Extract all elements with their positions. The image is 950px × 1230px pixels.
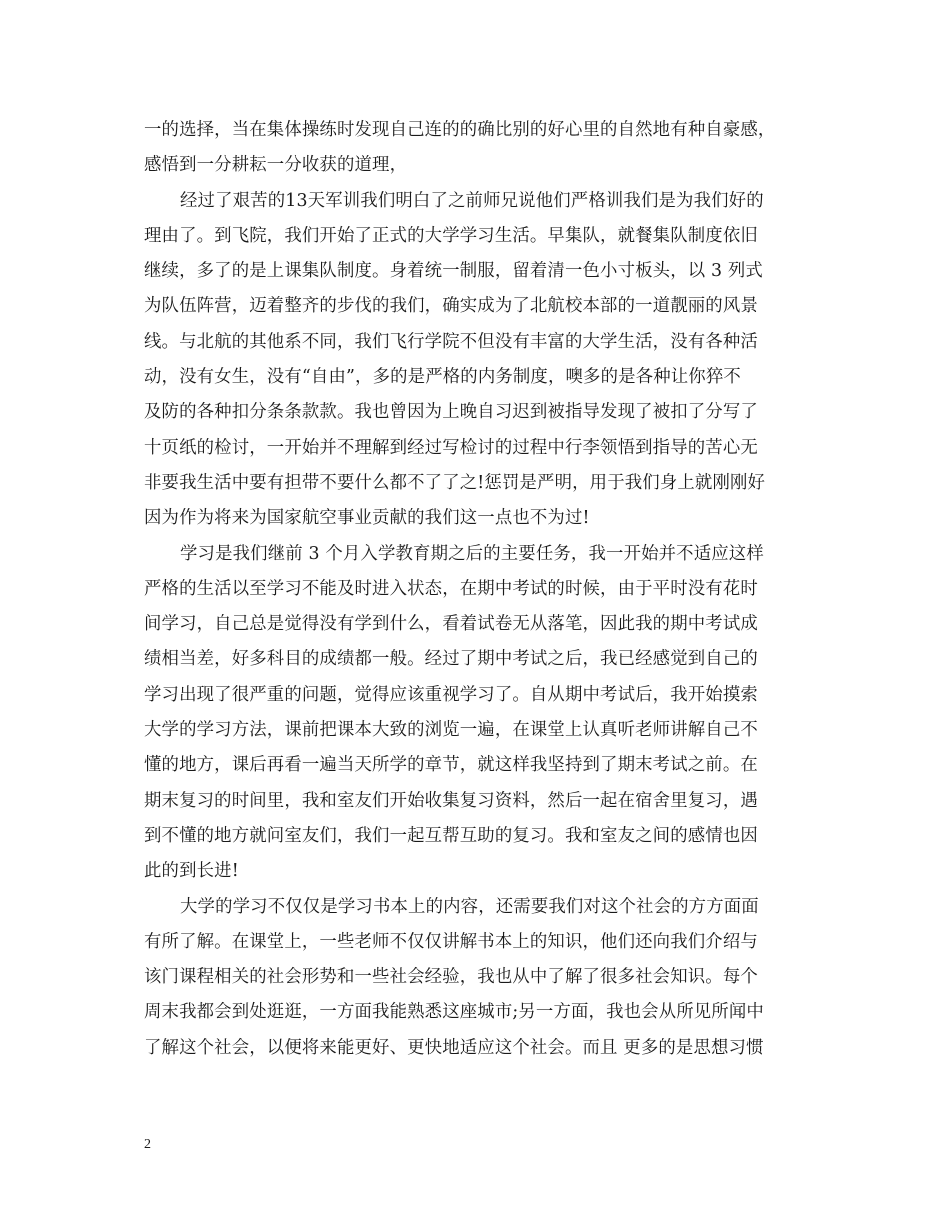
text-line: 线。与北航的其他系不同，我们飞行学院不但没有丰富的大学生活，没有各种活 (144, 331, 758, 352)
text-line: 感悟到一分耕耘一分收获的道理， (144, 155, 408, 176)
text-line: 非要我生活中要有担带不要什么都不了了之!惩罚是严明，用于我们身上就刚刚好 (144, 472, 766, 493)
text-line: 有所了解。在课堂上，一些老师不仅仅讲解书本上的知识，他们还向我们介绍与 (144, 931, 758, 952)
text-line: 大学的学习不仅仅是学习书本上的内容，还需要我们对这个社会的方方面面 (180, 896, 759, 917)
page-number: 2 (144, 1137, 151, 1152)
text-line: 此的到长进! (144, 861, 239, 882)
text-line: 一的选择，当在集体操练时发现自己连的的确比别的好心里的自然地有种自豪感， (144, 120, 776, 140)
text-line: 及防的各种扣分条条款款。我也曾因为上晚自习迟到被指导发现了被扣了分写了 (144, 402, 758, 423)
text-line: 理由了。到飞院，我们开始了正式的大学学习生活。早集队，就餐集队制度依旧 (144, 225, 758, 246)
text-line: 大学的学习方法，课前把课本大致的浏览一遍，在课堂上认真听老师讲解自己不 (144, 720, 758, 741)
text-line: 继续，多了的是上课集队制度。身着统一制服，留着清一色小寸板头，以 3 列式 (144, 261, 763, 282)
text-line: 动，没有女生，没有“自由”，多的是严格的内务制度，噢多的是各种让你猝不 (144, 367, 741, 388)
text-line: 学习出现了很严重的问题，觉得应该重视学习了。自从期中考试后，我开始摸索 (144, 684, 758, 705)
text-line: 周末我都会到处逛逛，一方面我能熟悉这座城市;另一方面，我也会从所见所闻中 (144, 1002, 764, 1023)
text-line: 懂的地方，课后再看一遍当天所学的章节，就这样我坚持到了期末考试之前。在 (144, 755, 758, 776)
text-line: 因为作为将来为国家航空事业贡献的我们这一点也不为过! (144, 508, 590, 529)
text-line: 严格的生活以至学习不能及时进入状态，在期中考试的时候，由于平时没有花时 (144, 578, 758, 599)
text-line: 学习是我们继前 3 个月入学教育期之后的主要任务，我一开始并不适应这样 (180, 543, 764, 564)
text-line: 了解这个社会，以便将来能更好、更快地适应这个社会。而且 更多的是思想习惯 (144, 1037, 764, 1058)
text-line: 期末复习的时间里，我和室友们开始收集复习资料，然后一起在宿舍里复习，遇 (144, 790, 758, 811)
text-line: 该门课程相关的社会形势和一些社会经验，我也从中了解了很多社会知识。每个 (144, 967, 758, 988)
text-line: 间学习，自己总是觉得没有学到什么，看着试卷无从落笔，因此我的期中考试成 (144, 614, 758, 635)
text-line: 绩相当差，好多科目的成绩都一般。经过了期中考试之后，我已经感觉到自己的 (144, 649, 758, 670)
body-text (144, 113, 810, 1066)
text-line: 十页纸的检讨，一开始并不理解到经过写检讨的过程中行李领悟到指导的苦心无 (144, 437, 758, 458)
text-line: 到不懂的地方就问室友们，我们一起互帮互助的复习。我和室友之间的感情也因 (144, 825, 758, 846)
text-line: 为队伍阵营，迈着整齐的步伐的我们，确实成为了北航校本部的一道靓丽的风景 (144, 296, 758, 317)
text-line: 经过了艰苦的13天军训我们明白了之前师兄说他们严格训我们是为我们好的 (180, 190, 764, 211)
